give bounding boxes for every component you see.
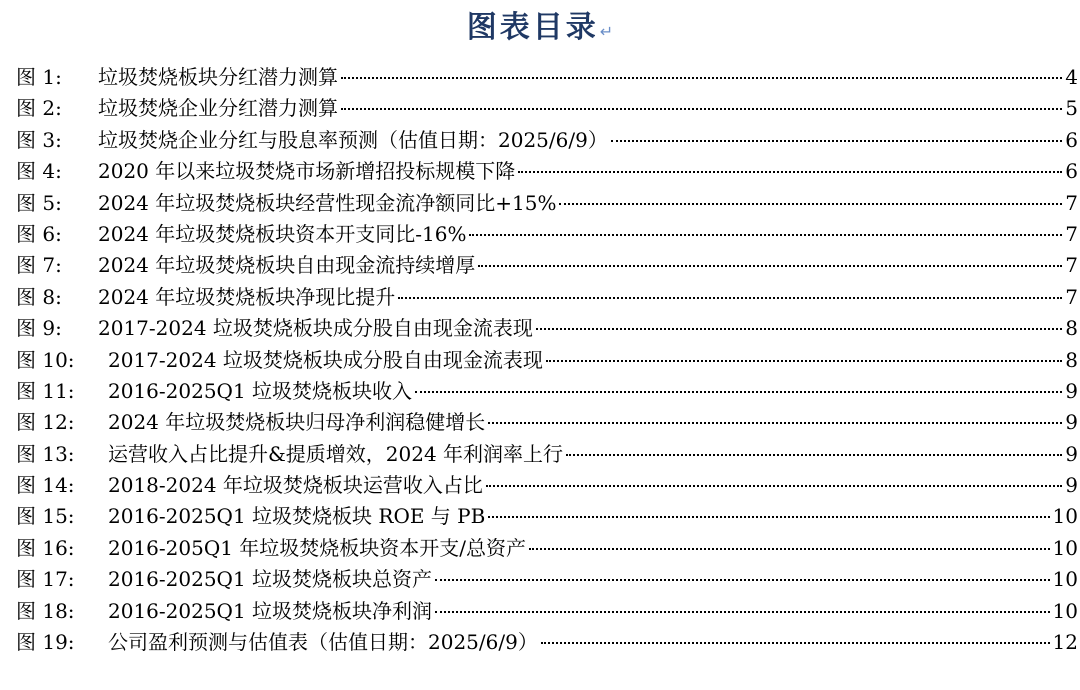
dot-leader — [541, 642, 1050, 644]
toc-entry-page: 9 — [1065, 473, 1078, 498]
toc-entry-label: 图 14: — [16, 473, 75, 498]
dot-leader — [546, 360, 1062, 362]
toc-entry-label: 图 8: — [16, 284, 62, 309]
toc-entry-label: 图 10: — [16, 347, 75, 372]
toc-entry-fig-2[interactable] — [16, 93, 1080, 124]
dot-leader — [469, 234, 1062, 236]
toc-entry-title: 2016-2025Q1 垃圾焚烧板块净利润 — [108, 598, 433, 623]
toc-entry-fig-13[interactable] — [16, 439, 1080, 470]
toc-entry-title: 公司盈利预测与估值表（估值日期：2025/6/9） — [108, 630, 538, 655]
toc-entry-label: 图 3: — [16, 127, 62, 152]
dot-leader — [529, 548, 1050, 550]
toc-entry-title: 2024 年垃圾焚烧板块经营性现金流净额同比+15% — [98, 190, 557, 215]
toc-entry-title: 2018-2024 年垃圾焚烧板块运营收入占比 — [108, 473, 483, 498]
dot-leader — [518, 171, 1062, 173]
toc-entry-label: 图 6: — [16, 221, 62, 246]
toc-entry-page: 7 — [1065, 190, 1078, 215]
toc-entry-fig-1[interactable] — [16, 62, 1080, 93]
dot-leader — [435, 579, 1050, 581]
toc-entry-page: 8 — [1065, 347, 1078, 372]
toc-entry-title: 垃圾焚烧板块分红潜力测算 — [98, 65, 338, 89]
paragraph-mark-icon: ↵ — [599, 22, 614, 41]
toc-heading — [0, 8, 1080, 52]
toc-entry-fig-10[interactable] — [16, 345, 1080, 376]
toc-entry-label: 图 7: — [16, 253, 62, 278]
toc-entry-label: 图 19: — [16, 630, 75, 655]
toc-entry-page: 10 — [1052, 598, 1078, 623]
toc-entry-label: 图 5: — [16, 190, 62, 215]
toc-entry-label: 图 2: — [16, 96, 62, 121]
toc-entry-title: 2016-2025Q1 垃圾焚烧板块 ROE 与 PB — [108, 504, 486, 529]
dot-leader — [536, 328, 1062, 330]
toc-entry-fig-16[interactable] — [16, 533, 1080, 564]
toc-entry-label: 图 1: — [16, 65, 62, 89]
toc-entry-title: 2016-2025Q1 垃圾焚烧板块总资产 — [108, 567, 433, 592]
toc-entry-page: 10 — [1052, 567, 1078, 592]
dot-leader — [488, 422, 1062, 424]
dot-leader — [415, 391, 1062, 393]
toc-entry-page: 6 — [1065, 127, 1078, 152]
figure-toc-list — [16, 62, 1080, 658]
toc-entry-page: 5 — [1065, 96, 1078, 121]
dot-leader — [559, 203, 1062, 205]
toc-entry-title: 2017-2024 垃圾焚烧板块成分股自由现金流表现 — [98, 316, 533, 341]
toc-entry-fig-5[interactable] — [16, 188, 1080, 219]
toc-entry-label: 图 12: — [16, 410, 75, 435]
toc-entry-label: 图 4: — [16, 159, 62, 184]
dot-leader — [486, 485, 1062, 487]
toc-entry-fig-6[interactable] — [16, 219, 1080, 250]
dot-leader — [341, 108, 1062, 110]
dot-leader — [566, 454, 1062, 456]
toc-entry-title: 2024 年垃圾焚烧板块净现比提升 — [98, 284, 396, 309]
toc-entry-page: 7 — [1065, 253, 1078, 278]
toc-entry-page: 10 — [1052, 504, 1078, 529]
toc-entry-page: 9 — [1065, 441, 1078, 466]
toc-entry-label: 图 11: — [16, 378, 75, 403]
toc-entry-title: 2016-2025Q1 垃圾焚烧板块收入 — [108, 378, 413, 403]
toc-entry-fig-3[interactable] — [16, 125, 1080, 156]
toc-entry-fig-7[interactable] — [16, 250, 1080, 281]
toc-entry-title: 垃圾焚烧企业分红潜力测算 — [98, 96, 338, 121]
toc-entry-label: 图 9: — [16, 316, 62, 341]
dot-leader — [611, 140, 1062, 142]
dot-leader — [478, 265, 1062, 267]
toc-entry-title: 运营收入占比提升&提质增效，2024 年利润率上行 — [108, 441, 564, 466]
toc-heading-text: 图表目录 — [466, 10, 599, 45]
toc-entry-fig-4[interactable] — [16, 156, 1080, 187]
toc-entry-fig-17[interactable] — [16, 564, 1080, 595]
toc-entry-label: 图 13: — [16, 441, 75, 466]
toc-entry-title: 2024 年垃圾焚烧板块归母净利润稳健增长 — [108, 410, 486, 435]
toc-entry-fig-8[interactable] — [16, 282, 1080, 313]
toc-entry-label: 图 16: — [16, 535, 75, 560]
toc-entry-page: 7 — [1065, 284, 1078, 309]
toc-entry-label: 图 17: — [16, 567, 75, 592]
toc-entry-page: 12 — [1052, 630, 1078, 655]
toc-entry-title: 2024 年垃圾焚烧板块资本开支同比-16% — [98, 221, 467, 246]
toc-entry-title: 2016-205Q1 年垃圾焚烧板块资本开支/总资产 — [108, 535, 527, 560]
toc-entry-fig-12[interactable] — [16, 407, 1080, 438]
toc-entry-fig-11[interactable] — [16, 376, 1080, 407]
toc-entry-page: 9 — [1065, 410, 1078, 435]
toc-entry-page: 4 — [1065, 65, 1078, 89]
toc-entry-fig-18[interactable] — [16, 596, 1080, 627]
toc-entry-page: 10 — [1052, 535, 1078, 560]
toc-entry-title: 2020 年以来垃圾焚烧市场新增招投标规模下降 — [98, 159, 516, 184]
toc-entry-fig-15[interactable] — [16, 501, 1080, 532]
toc-entry-title: 2024 年垃圾焚烧板块自由现金流持续增厚 — [98, 253, 476, 278]
dot-leader — [488, 516, 1049, 518]
toc-entry-page: 6 — [1065, 159, 1078, 184]
toc-entry-label: 图 18: — [16, 598, 75, 623]
toc-entry-title: 2017-2024 垃圾焚烧板块成分股自由现金流表现 — [108, 347, 543, 372]
dot-leader — [341, 77, 1062, 79]
toc-entry-fig-14[interactable] — [16, 470, 1080, 501]
toc-entry-page: 7 — [1065, 221, 1078, 246]
dot-leader — [398, 297, 1062, 299]
dot-leader — [435, 611, 1050, 613]
toc-entry-fig-9[interactable] — [16, 313, 1080, 344]
toc-entry-label: 图 15: — [16, 504, 75, 529]
toc-entry-page: 9 — [1065, 378, 1078, 403]
toc-entry-title: 垃圾焚烧企业分红与股息率预测（估值日期：2025/6/9） — [98, 127, 608, 152]
toc-entry-page: 8 — [1065, 316, 1078, 341]
toc-entry-fig-19[interactable] — [16, 627, 1080, 658]
